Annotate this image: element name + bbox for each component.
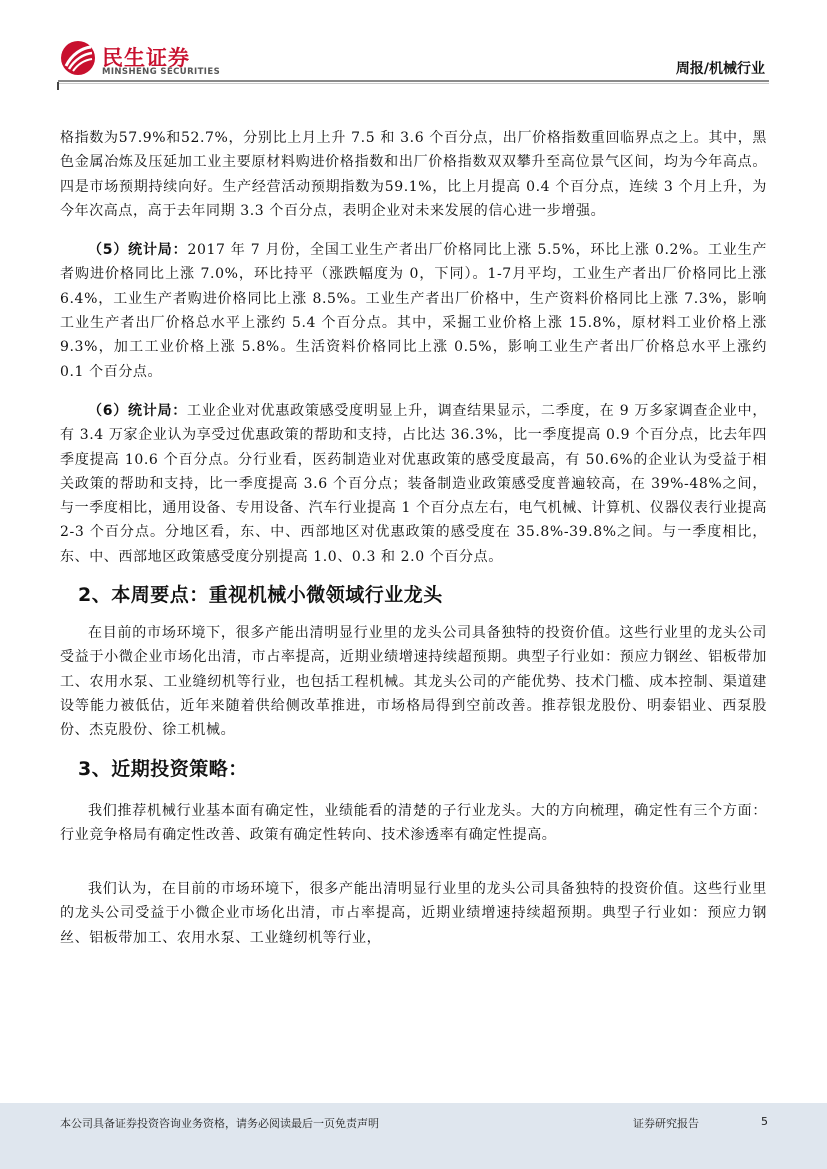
paragraph-lead-5: （5）统计局：: [88, 242, 188, 259]
report-body: [60, 126, 767, 950]
paragraph-strategy-1: 我们推荐机械行业基本面有确定性，业绩能看的清楚的子行业龙头。大的方向梳理，确定性有三个方面：行业竞争格局有确定性改善、政策有确定性转向、技术渗透率有确定性提高。: [60, 802, 767, 843]
footer-disclaimer: 本公司具备证券投资咨询业务资格，请务必阅读最后一页免责声明: [60, 1117, 379, 1130]
paragraph-key-points: 在目前的市场环境下，很多产能出清明显行业里的龙头公司具备独特的投资价值。这些行业里的龙头公司受益于小微企业市场化出清，市占率提高，近期业绩增速持续超预期。典型子行业如：预应力钢丝、铝板带加工、农用水泵、工业缝纫机等行业，也包括工程机械。其龙头公司的产能优势、技术门槛、成本控制、渠道建设等能力被低估，近年来随着供给侧改革推进，市场格局得到空前改善。推荐银龙股份、明泰铝业、西泵股份、杰克股份、徐工机械。: [60, 625, 767, 739]
paragraph-strategy-2: 我们认为，在目前的市场环境下，很多产能出清明显行业里的龙头公司具备独特的投资价值。这些行业里的龙头公司受益于小微企业市场化出清，市占率提高，近期业绩增速持续超预期。典型子行业如：预应力钢丝、铝板带加工、农用水泵、工业缝纫机等行业，: [60, 881, 767, 946]
header-tick-mark: [57, 82, 59, 90]
report-type-label: 周报/机械行业: [675, 61, 765, 77]
logo-english-name: MINSHENG SECURITIES: [102, 67, 221, 77]
header-divider: [58, 80, 769, 82]
paragraph-continuation: 格指数为57.9%和52.7%，分别比上月上升 7.5 和 3.6 个百分点，出厂价格指数重回临界点之上。其中，黑色金属冶炼及压延加工业主要原材料购进价格指数和出厂价格指数双双攀升至高位景气区间，均为今年高点。四是市场预期持续向好。生产经营活动预期指数为59.1%，比上月提高 0.4 个百分点，连续 3 个月上升，为今年次高点，高于去年同期 3.3 个百分点，表明企业对未来发展的信心进一步增强。: [60, 130, 767, 219]
section-title-3: 3、近期投资策略：: [78, 757, 248, 780]
page-footer: [0, 1103, 827, 1169]
paragraph-text-5: 2017 年 7 月份，全国工业生产者出厂价格同比上涨 5.5%，环比上涨 0.2%。工业生产者购进价格同比上涨 7.0%，环比持平（涨跌幅度为 0，下同）。1-7月平均，工业生产者出厂价格同比上涨 6.4%，工业生产者购进价格同比上涨 8.5%。工业生产者出厂价格中，生产资料价格同比上涨 7.3%，影响工业生产者出厂价格总水平上涨约 5.4 个百分点。其中，采掘工业价格上涨 15.8%，原材料工业价格上涨 9.3%，加工工业价格上涨 5.8%。生活资料价格同比上涨 0.5%，影响工业生产者出厂价格总水平上涨约 0.1 个百分点。: [60, 242, 767, 380]
header-divider-thin: [58, 83, 769, 84]
section-title-2: 2、本周要点：重视机械小微领域行业龙头: [78, 584, 443, 607]
paragraph-stats-5: [60, 238, 767, 384]
page-header: [0, 0, 827, 84]
paragraph-text-6: 工业企业对优惠政策感受度明显上升，调查结果显示，二季度，在 9 万多家调查企业中，有 3.4 万家企业认为享受过优惠政策的帮助和支持，占比达 36.3%，比一季度提高 0.9 个百分点，比去年四季度提高 10.6 个百分点。分行业看，医药制造业对优惠政策的感受度最高，有 50.6%的企业认为受益于相关政策的帮助和支持，比一季度提高 3.6 个百分点；装备制造业政策感受度普遍较高，在 39%-48%之间，与一季度相比，通用设备、专用设备、汽车行业提高 1 个百分点左右，电气机械、计算机、仪器仪表行业提高 2-3 个百分点。分地区看，东、中、西部地区对优惠政策的感受度在 35.8%-39.8%之间。与一季度相比，东、中、西部地区政策感受度分别提高 1.0、0.3 和 2.0 个百分点。: [60, 402, 767, 565]
page-number: 5: [761, 1115, 768, 1128]
logo-chinese-name: 民生证券: [102, 46, 190, 70]
minsheng-logo-icon: [60, 40, 96, 76]
paragraph-lead-6: （6）统计局：: [88, 402, 187, 419]
footer-report-label: 证券研究报告: [633, 1117, 699, 1130]
paragraph-stats-6: [60, 399, 767, 569]
company-logo: [60, 40, 221, 80]
